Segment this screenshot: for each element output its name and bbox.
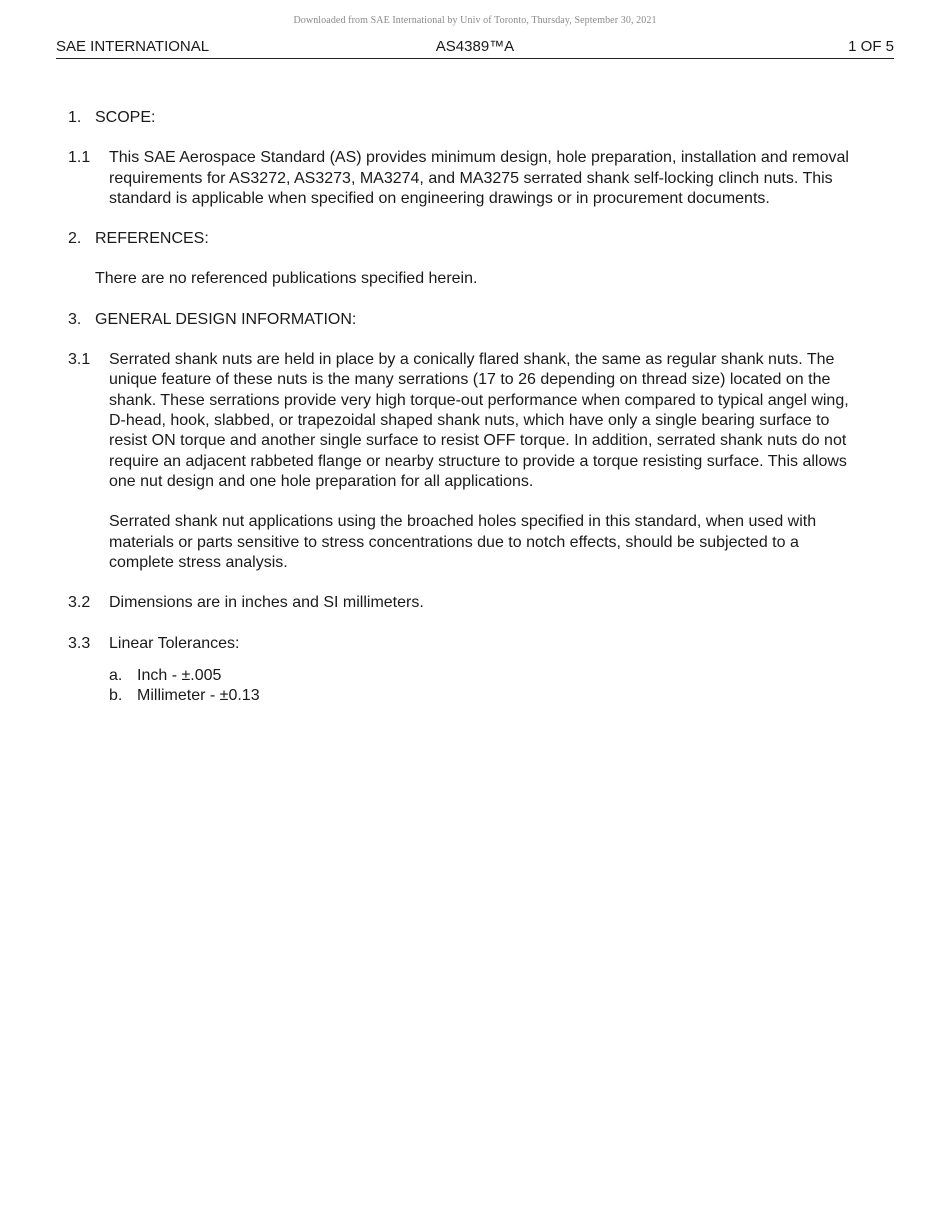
- page-counter: 1 OF 5: [848, 38, 894, 55]
- publisher-name: SAE INTERNATIONAL: [56, 38, 210, 55]
- section-title: REFERENCES:: [95, 230, 209, 248]
- list-item: [109, 686, 868, 706]
- section-2-body: There are no referenced publications specified herein.: [95, 270, 478, 288]
- list-item: [109, 666, 868, 686]
- section-number: 3.1: [68, 351, 91, 369]
- section-number: 3.3: [68, 634, 91, 652]
- list-item-text: Millimeter - ±0.13: [137, 687, 260, 705]
- section-1-1: [68, 148, 868, 209]
- section-text: Dimensions are in inches and SI millimeters.: [109, 594, 424, 612]
- list-item-text: Inch - ±.005: [137, 666, 222, 684]
- section-text: This SAE Aerospace Standard (AS) provides minimum design, hole preparation, installation and removal requirements for AS3272, AS3273, MA3274, and MA3275 serrated shank self-locking clinch nuts. This standard is applicable when specified on engineering drawings or in procurement documents.: [109, 149, 849, 207]
- list-marker: a.: [109, 666, 123, 684]
- section-3-1: [68, 350, 868, 573]
- section-3-3: [68, 634, 868, 707]
- section-paragraph-1: Serrated shank nuts are held in place by a conically flared shank, the same as regular shank nuts. The unique feature of these nuts is the many serrations (17 to 26 depending on thread size) located on the shank. These serrations provide very high torque-out performance when compared to typical angel wing, D-head, hook, slabbed, or trapezoidal shaped shank nuts, which have only a single bearing surface to resist ON torque and another single surface to resist OFF torque. In addition, serrated shank nuts do not require an adjacent rabbeted flange or nearby structure to provide a torque resisting surface. This allows one nut design and one hole preparation for all applications.: [109, 351, 849, 490]
- document-body: [68, 108, 868, 727]
- section-number: 3.2: [68, 594, 91, 612]
- tolerance-list: [109, 666, 868, 707]
- download-watermark: Downloaded from SAE International by Univ of Toronto, Thursday, September 30, 2021: [293, 15, 657, 26]
- section-number: 2.: [68, 230, 82, 248]
- section-paragraph-2: Serrated shank nut applications using the broached holes specified in this standard, when used with materials or parts sensitive to stress concentrations due to notch effects, should be subjected to a complete stress analysis.: [109, 513, 817, 572]
- section-number: 1.: [68, 109, 82, 126]
- document-number: AS4389™A: [435, 38, 515, 55]
- list-marker: b.: [109, 687, 123, 705]
- section-3-heading: [68, 310, 868, 330]
- section-number: 1.1: [68, 149, 91, 167]
- section-1-heading: [68, 108, 868, 128]
- section-number: 3.: [68, 310, 82, 328]
- page-header: [56, 38, 894, 59]
- section-3-2: [68, 593, 868, 613]
- section-title: SCOPE:: [95, 109, 156, 126]
- section-2-heading: [68, 229, 868, 249]
- section-title: GENERAL DESIGN INFORMATION:: [95, 310, 357, 328]
- section-text: Linear Tolerances:: [109, 634, 240, 652]
